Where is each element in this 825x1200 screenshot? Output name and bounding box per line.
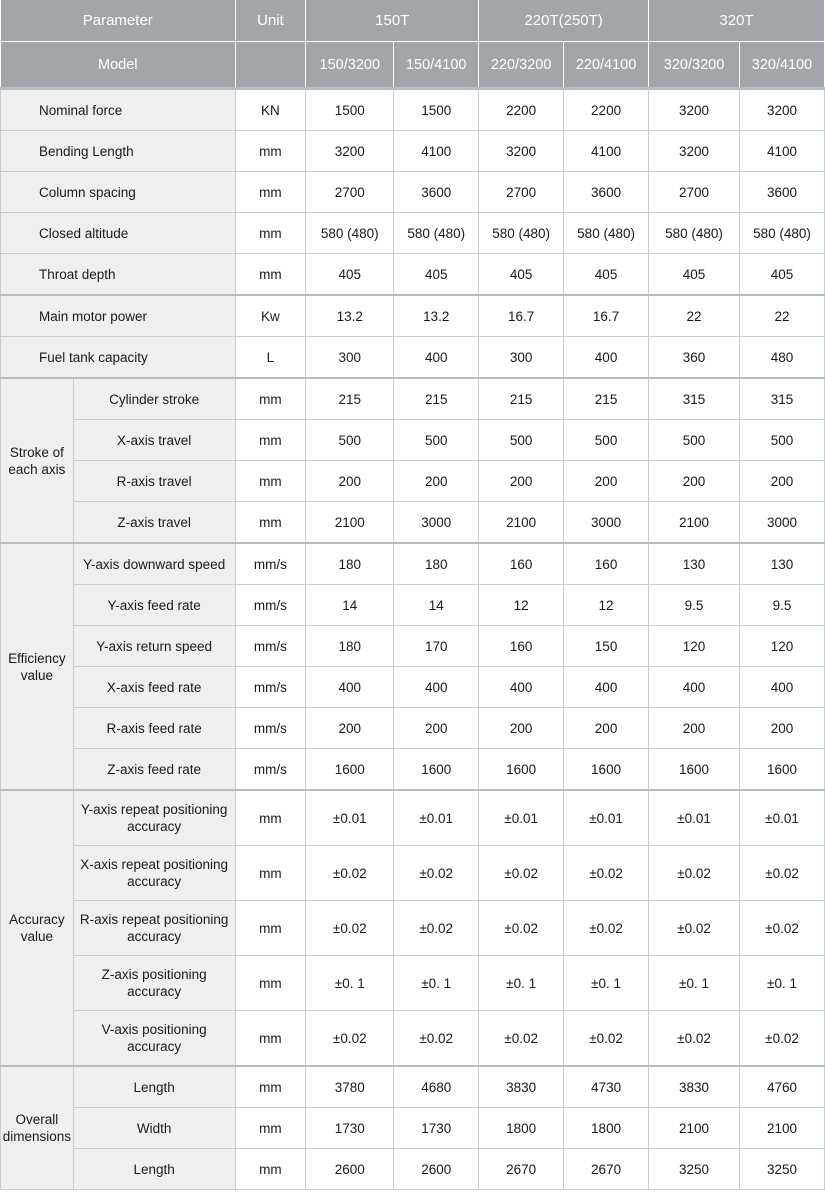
value-cell: ±0.02 — [649, 1011, 740, 1067]
header-row — [1, 0, 825, 42]
value-cell: 200 — [394, 708, 479, 749]
value-cell: ±0.02 — [306, 846, 394, 901]
value-cell: 1730 — [394, 1108, 479, 1149]
value-cell: 3200 — [740, 89, 825, 131]
value-cell: 2700 — [306, 172, 394, 213]
row-z-axis-positioning-accuracy — [1, 956, 825, 1011]
value-cell: 1800 — [564, 1108, 649, 1149]
value-cell: 3200 — [306, 131, 394, 172]
value-cell: 170 — [394, 626, 479, 667]
value-cell: ±0.02 — [740, 846, 825, 901]
value-cell: 3600 — [394, 172, 479, 213]
value-cell: 160 — [479, 543, 564, 585]
value-cell: 200 — [306, 461, 394, 502]
value-cell: 1500 — [306, 89, 394, 131]
value-cell: 400 — [394, 667, 479, 708]
param-label: X-axis travel — [73, 420, 235, 461]
value-cell: 1600 — [649, 749, 740, 791]
value-cell: 200 — [740, 708, 825, 749]
value-cell: 16.7 — [479, 295, 564, 337]
model-150-4100: 150/4100 — [394, 42, 479, 89]
param-label: Column spacing — [1, 172, 236, 213]
value-cell: 3200 — [649, 89, 740, 131]
value-cell: ±0.02 — [564, 901, 649, 956]
row-nominal-force — [1, 89, 825, 131]
value-cell: 500 — [479, 420, 564, 461]
value-cell: 200 — [649, 708, 740, 749]
value-cell: 2700 — [479, 172, 564, 213]
value-cell: 405 — [564, 254, 649, 296]
unit-cell: mm/s — [235, 708, 306, 749]
value-cell: ±0.02 — [479, 901, 564, 956]
value-cell: 215 — [479, 378, 564, 420]
param-label: Z-axis feed rate — [73, 749, 235, 791]
param-label: R-axis travel — [73, 461, 235, 502]
value-cell: 500 — [564, 420, 649, 461]
value-cell: 4100 — [740, 131, 825, 172]
row-y-axis-repeat-accuracy — [1, 790, 825, 846]
value-cell: 360 — [649, 337, 740, 379]
header-group-320t: 320T — [649, 0, 825, 42]
value-cell: 215 — [306, 378, 394, 420]
value-cell: 200 — [394, 461, 479, 502]
value-cell: 580 (480) — [564, 213, 649, 254]
value-cell: ±0. 1 — [564, 956, 649, 1011]
value-cell: 3250 — [649, 1149, 740, 1190]
value-cell: 1730 — [306, 1108, 394, 1149]
param-label: Main motor power — [1, 295, 236, 337]
value-cell: 500 — [394, 420, 479, 461]
value-cell: 1600 — [564, 749, 649, 791]
value-cell: 400 — [306, 667, 394, 708]
value-cell: ±0.02 — [306, 901, 394, 956]
unit-cell: mm — [235, 172, 306, 213]
param-label: X-axis feed rate — [73, 667, 235, 708]
row-x-axis-travel — [1, 420, 825, 461]
value-cell: 1600 — [394, 749, 479, 791]
value-cell: 3250 — [740, 1149, 825, 1190]
row-cylinder-stroke — [1, 378, 825, 420]
value-cell: 400 — [649, 667, 740, 708]
row-r-axis-feed-rate — [1, 708, 825, 749]
row-v-axis-positioning-accuracy — [1, 1011, 825, 1067]
unit-cell: mm/s — [235, 543, 306, 585]
model-row — [1, 42, 825, 89]
value-cell: 4760 — [740, 1066, 825, 1108]
value-cell: 2600 — [394, 1149, 479, 1190]
value-cell: 22 — [649, 295, 740, 337]
model-320-3200: 320/3200 — [649, 42, 740, 89]
param-label: Z-axis travel — [73, 502, 235, 544]
group-overall-label: Overall dimensions — [1, 1066, 74, 1190]
param-label: Width — [73, 1108, 235, 1149]
param-label: Cylinder stroke — [73, 378, 235, 420]
unit-cell: mm — [235, 502, 306, 544]
param-label: Length — [73, 1066, 235, 1108]
value-cell: 16.7 — [564, 295, 649, 337]
value-cell: 300 — [306, 337, 394, 379]
value-cell: 405 — [394, 254, 479, 296]
param-label: R-axis feed rate — [73, 708, 235, 749]
unit-cell: mm — [235, 901, 306, 956]
value-cell: 9.5 — [649, 585, 740, 626]
value-cell: ±0.01 — [394, 790, 479, 846]
row-main-motor-power — [1, 295, 825, 337]
value-cell: 315 — [740, 378, 825, 420]
value-cell: ±0. 1 — [740, 956, 825, 1011]
header-group-150t: 150T — [306, 0, 479, 42]
value-cell: ±0.01 — [564, 790, 649, 846]
row-bending-length — [1, 131, 825, 172]
value-cell: 405 — [649, 254, 740, 296]
value-cell: 405 — [479, 254, 564, 296]
value-cell: 400 — [740, 667, 825, 708]
value-cell: 120 — [649, 626, 740, 667]
row-y-axis-feed-rate — [1, 585, 825, 626]
row-x-axis-repeat-accuracy — [1, 846, 825, 901]
value-cell: ±0.01 — [479, 790, 564, 846]
value-cell: 13.2 — [306, 295, 394, 337]
value-cell: 1800 — [479, 1108, 564, 1149]
value-cell: ±0.02 — [649, 901, 740, 956]
param-label: V-axis positioning accuracy — [73, 1011, 235, 1067]
unit-cell: KN — [235, 89, 306, 131]
row-r-axis-travel — [1, 461, 825, 502]
unit-cell: mm — [235, 378, 306, 420]
unit-cell: mm — [235, 790, 306, 846]
value-cell: 580 (480) — [306, 213, 394, 254]
unit-cell: mm — [235, 1149, 306, 1190]
model-220-4100: 220/4100 — [564, 42, 649, 89]
value-cell: 160 — [564, 543, 649, 585]
unit-cell: mm — [235, 846, 306, 901]
value-cell: 130 — [740, 543, 825, 585]
value-cell: ±0.02 — [564, 846, 649, 901]
unit-cell: mm — [235, 956, 306, 1011]
header-model: Model — [1, 42, 236, 89]
value-cell: 1600 — [740, 749, 825, 791]
value-cell: ±0.02 — [564, 1011, 649, 1067]
row-y-axis-downward-speed — [1, 543, 825, 585]
value-cell: 22 — [740, 295, 825, 337]
value-cell: 3200 — [479, 131, 564, 172]
value-cell: ±0.02 — [394, 901, 479, 956]
value-cell: 2100 — [306, 502, 394, 544]
model-150-3200: 150/3200 — [306, 42, 394, 89]
row-overall-width — [1, 1108, 825, 1149]
value-cell: 3830 — [479, 1066, 564, 1108]
value-cell: 580 (480) — [394, 213, 479, 254]
param-label: Length — [73, 1149, 235, 1190]
unit-cell: mm/s — [235, 667, 306, 708]
row-column-spacing — [1, 172, 825, 213]
row-overall-length — [1, 1066, 825, 1108]
header-parameter: Parameter — [1, 0, 236, 42]
value-cell: 3780 — [306, 1066, 394, 1108]
row-r-axis-repeat-accuracy — [1, 901, 825, 956]
value-cell: 2200 — [564, 89, 649, 131]
unit-cell: mm/s — [235, 585, 306, 626]
value-cell: 200 — [740, 461, 825, 502]
value-cell: 480 — [740, 337, 825, 379]
unit-cell: mm/s — [235, 626, 306, 667]
value-cell: 180 — [306, 626, 394, 667]
value-cell: 400 — [394, 337, 479, 379]
group-stroke-label: Stroke of each axis — [1, 378, 74, 543]
model-220-3200: 220/3200 — [479, 42, 564, 89]
value-cell: 580 (480) — [649, 213, 740, 254]
value-cell: 180 — [306, 543, 394, 585]
value-cell: 4730 — [564, 1066, 649, 1108]
value-cell: 2100 — [649, 502, 740, 544]
value-cell: 3000 — [564, 502, 649, 544]
value-cell: 120 — [740, 626, 825, 667]
header-model-unit — [235, 42, 306, 89]
value-cell: 400 — [564, 337, 649, 379]
value-cell: 160 — [479, 626, 564, 667]
value-cell: 200 — [306, 708, 394, 749]
header-group-220t: 220T(250T) — [479, 0, 649, 42]
param-label: Fuel tank capacity — [1, 337, 236, 379]
value-cell: 580 (480) — [479, 213, 564, 254]
value-cell: 200 — [649, 461, 740, 502]
unit-cell: mm — [235, 213, 306, 254]
value-cell: ±0.02 — [740, 901, 825, 956]
value-cell: 3000 — [740, 502, 825, 544]
value-cell: 315 — [649, 378, 740, 420]
row-throat-depth — [1, 254, 825, 296]
row-closed-altitude — [1, 213, 825, 254]
unit-cell: mm — [235, 1108, 306, 1149]
param-label: Y-axis feed rate — [73, 585, 235, 626]
value-cell: 200 — [479, 461, 564, 502]
group-accuracy-label: Accuracy value — [1, 790, 74, 1066]
value-cell: 400 — [564, 667, 649, 708]
value-cell: 3600 — [564, 172, 649, 213]
value-cell: 14 — [306, 585, 394, 626]
value-cell: 2670 — [479, 1149, 564, 1190]
value-cell: ±0.02 — [394, 1011, 479, 1067]
value-cell: 1600 — [306, 749, 394, 791]
value-cell: ±0.01 — [740, 790, 825, 846]
value-cell: 3000 — [394, 502, 479, 544]
value-cell: ±0.02 — [306, 1011, 394, 1067]
row-z-axis-travel — [1, 502, 825, 544]
value-cell: 3600 — [740, 172, 825, 213]
value-cell: ±0. 1 — [479, 956, 564, 1011]
value-cell: 3830 — [649, 1066, 740, 1108]
model-320-4100: 320/4100 — [740, 42, 825, 89]
header-unit: Unit — [235, 0, 306, 42]
value-cell: 500 — [306, 420, 394, 461]
value-cell: 1600 — [479, 749, 564, 791]
unit-cell: Kw — [235, 295, 306, 337]
value-cell: 9.5 — [740, 585, 825, 626]
row-y-axis-return-speed — [1, 626, 825, 667]
unit-cell: mm — [235, 420, 306, 461]
value-cell: 14 — [394, 585, 479, 626]
param-label: Y-axis repeat positioning accuracy — [73, 790, 235, 846]
value-cell: ±0. 1 — [649, 956, 740, 1011]
value-cell: 2200 — [479, 89, 564, 131]
value-cell: 405 — [306, 254, 394, 296]
value-cell: 13.2 — [394, 295, 479, 337]
unit-cell: L — [235, 337, 306, 379]
value-cell: 2100 — [479, 502, 564, 544]
value-cell: ±0.02 — [479, 846, 564, 901]
value-cell: 400 — [479, 667, 564, 708]
value-cell: ±0.02 — [479, 1011, 564, 1067]
unit-cell: mm — [235, 131, 306, 172]
value-cell: 2700 — [649, 172, 740, 213]
value-cell: ±0. 1 — [394, 956, 479, 1011]
value-cell: 180 — [394, 543, 479, 585]
value-cell: ±0.02 — [649, 846, 740, 901]
value-cell: 150 — [564, 626, 649, 667]
unit-cell: mm — [235, 1066, 306, 1108]
param-label: Nominal force — [1, 89, 236, 131]
value-cell: 300 — [479, 337, 564, 379]
param-label: Closed altitude — [1, 213, 236, 254]
param-label: Y-axis downward speed — [73, 543, 235, 585]
value-cell: 3200 — [649, 131, 740, 172]
row-fuel-tank-capacity — [1, 337, 825, 379]
value-cell: 215 — [564, 378, 649, 420]
value-cell: 4100 — [564, 131, 649, 172]
value-cell: 12 — [564, 585, 649, 626]
value-cell: 4100 — [394, 131, 479, 172]
value-cell: 200 — [479, 708, 564, 749]
value-cell: 215 — [394, 378, 479, 420]
value-cell: 2600 — [306, 1149, 394, 1190]
value-cell: ±0.01 — [306, 790, 394, 846]
param-label: Bending Length — [1, 131, 236, 172]
value-cell: ±0.02 — [740, 1011, 825, 1067]
value-cell: 500 — [740, 420, 825, 461]
value-cell: 2670 — [564, 1149, 649, 1190]
param-label: Y-axis return speed — [73, 626, 235, 667]
row-z-axis-feed-rate — [1, 749, 825, 791]
value-cell: 200 — [564, 708, 649, 749]
value-cell: 200 — [564, 461, 649, 502]
param-label: X-axis repeat positioning accuracy — [73, 846, 235, 901]
unit-cell: mm — [235, 461, 306, 502]
unit-cell: mm — [235, 254, 306, 296]
unit-cell: mm/s — [235, 749, 306, 791]
row-x-axis-feed-rate — [1, 667, 825, 708]
unit-cell: mm — [235, 1011, 306, 1067]
value-cell: ±0.02 — [394, 846, 479, 901]
row-overall-height — [1, 1149, 825, 1190]
value-cell: 405 — [740, 254, 825, 296]
value-cell: 500 — [649, 420, 740, 461]
value-cell: 2100 — [740, 1108, 825, 1149]
param-label: Throat depth — [1, 254, 236, 296]
group-efficiency-label: Efficiency value — [1, 543, 74, 790]
value-cell: ±0. 1 — [306, 956, 394, 1011]
value-cell: 4680 — [394, 1066, 479, 1108]
param-label: R-axis repeat positioning accuracy — [73, 901, 235, 956]
value-cell: 2100 — [649, 1108, 740, 1149]
value-cell: 130 — [649, 543, 740, 585]
value-cell: 1500 — [394, 89, 479, 131]
param-label: Z-axis positioning accuracy — [73, 956, 235, 1011]
value-cell: 12 — [479, 585, 564, 626]
value-cell: 580 (480) — [740, 213, 825, 254]
value-cell: ±0.01 — [649, 790, 740, 846]
